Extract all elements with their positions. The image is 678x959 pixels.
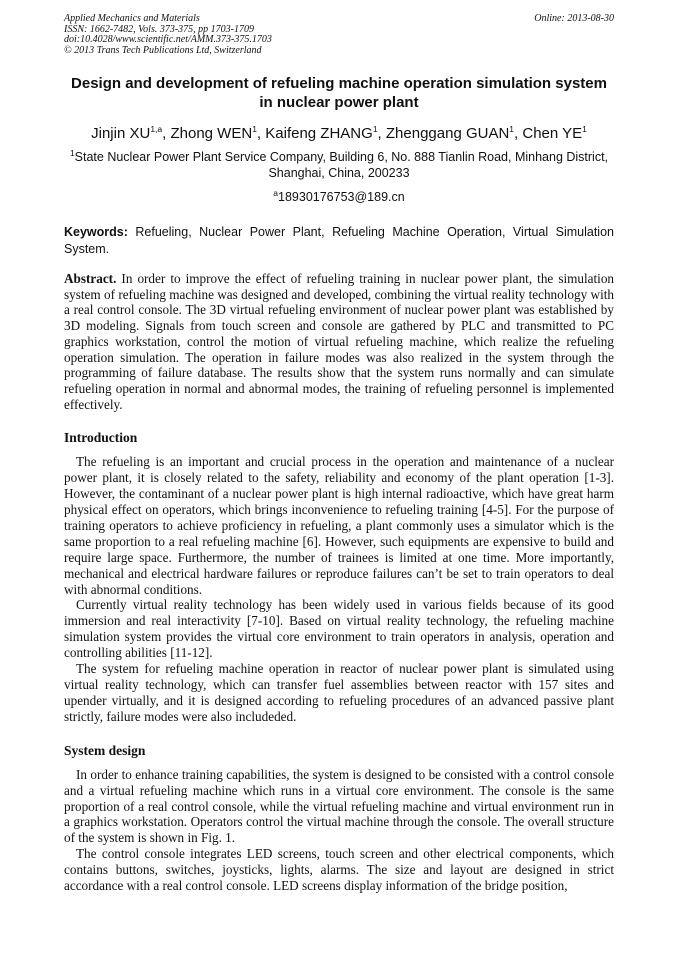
copyright-line: © 2013 Trans Tech Publications Ltd, Switzerland xyxy=(64,44,262,56)
intro-paragraph-3: The system for refueling machine operation in reactor of nuclear power plant is simulated using virtual reality technology, which can transfer fuel assemblies between reactor with 157 sites and upender virtually, and it is designed according to refueling procedures of an advanced passive plant strictly, failure modes were also includeded. xyxy=(64,661,614,724)
keywords-label: Keywords: xyxy=(64,225,128,239)
paper-page xyxy=(64,14,614,894)
author-sup: 1 xyxy=(509,124,515,134)
author-sup: 1,a xyxy=(150,124,163,134)
author-sep: , xyxy=(162,125,171,142)
author: Kaifeng ZHANG xyxy=(265,125,373,142)
system-design-paragraph-2: The control console integrates LED screens, touch screen and other electrical components, which contains buttons, switches, joysticks, lights, alarms. The size and layout are designed in strict accordance with a real control console. LED screens display information of the bridge position, xyxy=(64,846,614,894)
author-list xyxy=(64,124,614,144)
issn-line: ISSN: 1662-7482, Vols. 373-375, pp 1703-1709 xyxy=(64,23,254,35)
system-design-heading: System design xyxy=(64,742,146,758)
author: Jinjin XU xyxy=(91,125,151,142)
online-date: Online: 2013-08-30 xyxy=(534,13,614,24)
author-sup: 1 xyxy=(582,124,587,134)
abstract-text: In order to improve the effect of refueling training in nuclear power plant, the simulation system of refueling machine was designed and developed, combining the virtual reality technology with a real control console. The 3D virtual refueling environment of nuclear power plant was established by 3D modeling. Signals from touch screen and console are gathered by PLC and transmitted to PC graphics workstation, control the motion of virtual refueling machine, which realize the refueling operation simulation. The operation in failure modes was also realized in the system through the programming of failure database. The results show that the system runs normally and can simulate refueling operation in normal and abnormal modes, the training of refueling personnel is implemented effectively. xyxy=(64,271,615,412)
affiliation-sup: 1 xyxy=(69,147,75,158)
author-sup: 1 xyxy=(372,124,378,134)
intro-paragraph-1: The refueling is an important and crucial process in the operation and maintenance of a nuclear power plant, it is closely related to the safety, reliability and economy of the plant operation [1-3]. However, the contaminant of a nuclear power plant is high internal radioactive, which have great harm physical effect on operators, which brings inconvenience to refueling training [4-5]. For the purpose of training operators to achieve proficiency in refueling, a plant commonly uses a simulator which is the same proportion to a real refueling machine [6]. However, such equipments are expensive to build and require large space. Furthermore, the number of trainees is limited at one time. More importantly, mechanical and electrical hardware failures or reproduce failures can’t be set to train operators to deal with abnormal conditions. xyxy=(64,454,614,597)
author-email xyxy=(64,187,614,204)
intro-paragraph-2: Currently virtual reality technology has been widely used in various fields because of its good immersion and real interactivity [7-10]. Based on virtual reality technology, the refueling machine simulation system provides the virtual core environment to train operators in analysis, operation and controlling abilities [11-12]. xyxy=(64,597,614,661)
author: Zhenggang GUAN xyxy=(385,125,510,142)
author: Chen YE xyxy=(522,125,583,142)
paper-title: Design and development of refueling machine operation simulation system in nuclear power plant xyxy=(71,75,607,111)
affiliation-text: State Nuclear Power Plant Service Company, Building 6, No. 888 Tianlin Road, Minhang District, Shanghai, China, 200233 xyxy=(74,150,609,180)
author-sep: , xyxy=(256,125,266,142)
email-link[interactable]: 18930176753@189.cn xyxy=(278,190,405,204)
author-sep: , xyxy=(377,125,386,142)
system-design-paragraph-1: In order to enhance training capabilities, the system is designed to be consisted with a control console and a virtual refueling machine which runs in a virtual core environment. The console is the same proportion of a real control console, while the virtual refueling machine and virtual environment run in a graphics workstation. Operators control the virtual machine through the console. The overall structure of the system is shown in Fig. 1. xyxy=(64,766,614,846)
journal-name: Applied Mechanics and Materials xyxy=(64,13,200,24)
journal-header xyxy=(64,14,614,56)
author: Zhong WEN xyxy=(170,125,253,142)
keywords-text: Refueling, Nuclear Power Plant, Refueling Machine Operation, Virtual Simulation System. xyxy=(64,225,614,256)
doi-line: doi:10.4028/www.scientific.net/AMM.373-375.1703 xyxy=(64,34,272,45)
abstract-label: Abstract. xyxy=(64,271,117,286)
email-sup: a xyxy=(273,187,279,198)
affiliation xyxy=(64,149,614,181)
keywords xyxy=(64,224,614,257)
abstract xyxy=(64,271,614,412)
author-sep: , xyxy=(514,125,523,142)
introduction-heading: Introduction xyxy=(64,430,138,446)
author-sup: 1 xyxy=(252,124,257,134)
